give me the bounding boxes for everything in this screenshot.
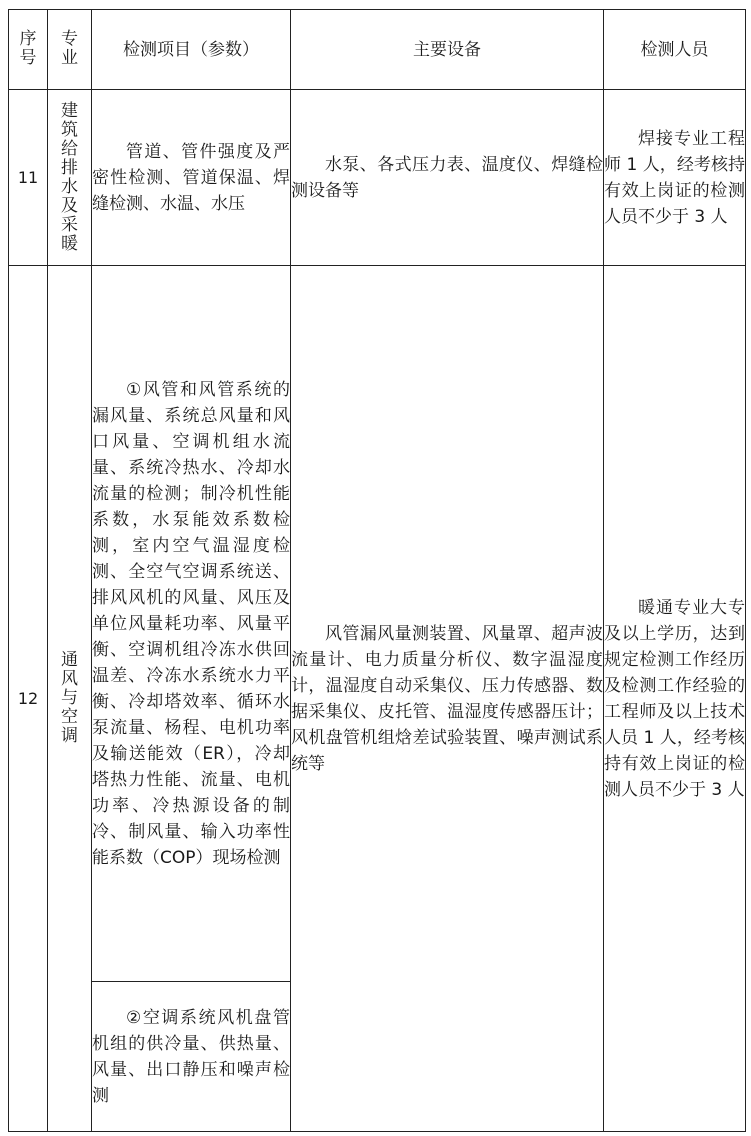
table-row	[9, 90, 746, 266]
row-no: 11	[9, 90, 48, 266]
row-equip: 水泵、各式压力表、温度仪、焊缝检测设备等	[291, 90, 604, 266]
row-spec: 通风与空调	[48, 266, 92, 1132]
row-spec: 建筑给排水及采暖	[48, 90, 92, 266]
header-item: 检测项目（参数）	[92, 10, 291, 90]
row-staff: 焊接专业工程师 1 人，经考核持有效上岗证的检测人员不少于 3 人	[604, 90, 746, 266]
row-equip: 风管漏风量测装置、风量罩、超声波流量计、电力质量分析仪、数字温湿度计，温湿度自动采集仪、压力传感器、数据采集仪、皮托管、温湿度传感器压计；风机盘管机组焓差试验装置、噪声测试系统等	[291, 266, 604, 1132]
row-item-part-b: ②空调系统风机盘管机组的供冷量、供热量、风量、出口静压和噪声检测	[92, 982, 291, 1132]
row-staff: 暖通专业大专及以上学历，达到规定检测工作经历及检测工作经验的工程师及以上技术人员 1 人，经考核持有效上岗证的检测人员不少于 3 人	[604, 266, 746, 1132]
header-equip: 主要设备	[291, 10, 604, 90]
row-no: 12	[9, 266, 48, 1132]
inspection-table	[8, 9, 746, 1132]
header-staff: 检测人员	[604, 10, 746, 90]
header-no: 序号	[9, 10, 48, 90]
header-row	[9, 10, 746, 90]
header-spec: 专业	[48, 10, 92, 90]
row-item: 管道、管件强度及严密性检测、管道保温、焊缝检测、水温、水压	[92, 90, 291, 266]
row-item-part-a: ①风管和风管系统的漏风量、系统总风量和风口风量、空调机组水流量、系统冷热水、冷却水流量的检测；制冷机性能系数，水泵能效系数检测，室内空气温湿度检测、全空气空调系统送、排风风机的风量、风压及单位风量耗功率、风量平衡、空调机组冷冻水供回温差、冷冻水系统水力平衡、冷却塔效率、循环水泵流量、杨程、电机功率及输送能效（ER），冷却塔热力性能、流量、电机功率、冷热源设备的制冷、制风量、输入功率性能系数（COP）现场检测	[92, 266, 291, 982]
table-row	[9, 266, 746, 982]
